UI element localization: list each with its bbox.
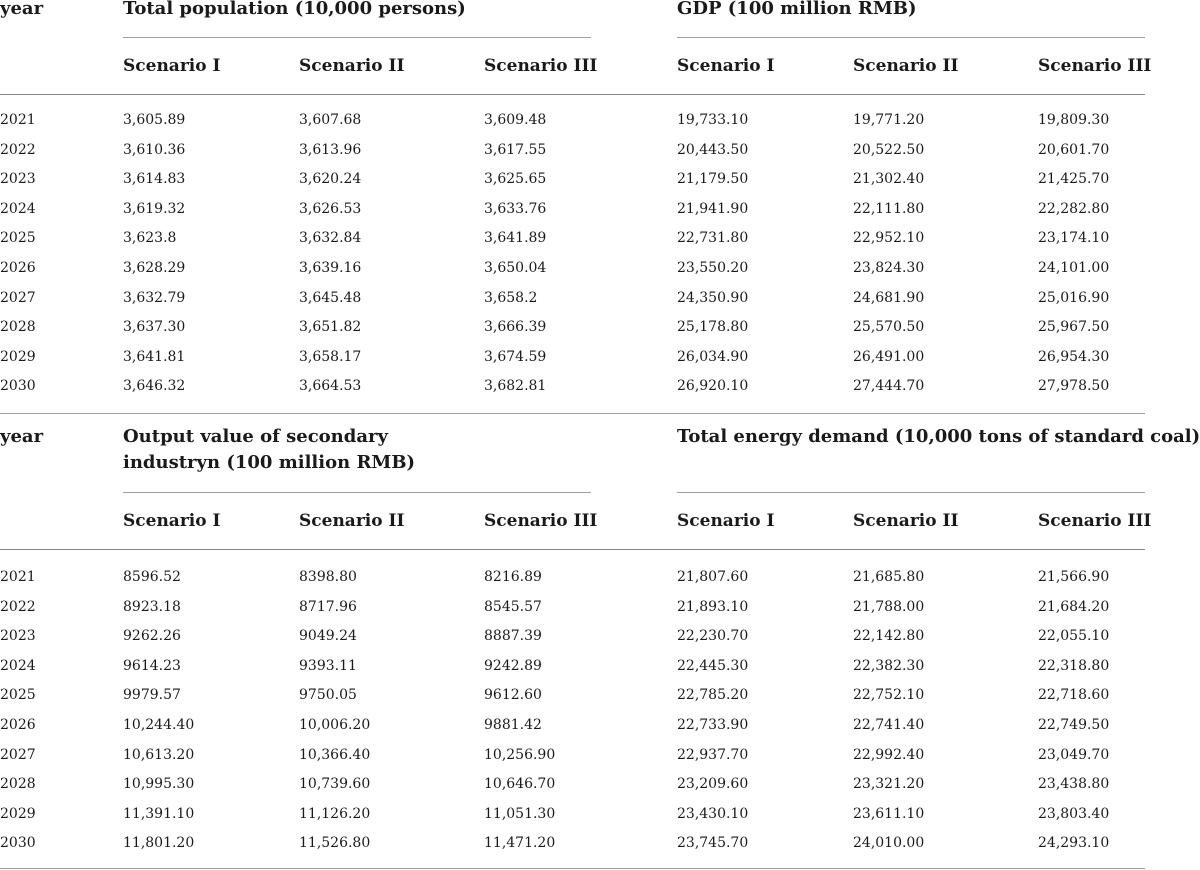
year-column-header: year: [0, 0, 44, 19]
table-row: [0, 171, 1145, 191]
scenario-header: Scenario III: [484, 56, 598, 76]
table-bottom-rule: [0, 868, 1145, 869]
value-cell: 3,664.53: [299, 378, 362, 395]
table-row: [0, 290, 1145, 310]
value-cell: 3,637.30: [123, 319, 186, 336]
value-cell: 23,745.70: [677, 835, 749, 852]
table-row: [0, 658, 1145, 678]
value-cell: 9881.42: [484, 717, 542, 733]
value-cell: 21,302.40: [853, 171, 925, 188]
scenario-header: Scenario II: [299, 56, 405, 76]
header-bottom-rule: [0, 94, 1145, 95]
value-cell: 11,801.20: [123, 835, 195, 852]
value-cell: 20,601.70: [1038, 141, 1110, 158]
value-cell: 19,809.30: [1038, 112, 1110, 128]
year-cell: 2027: [0, 746, 36, 763]
value-cell: 23,430.10: [677, 805, 749, 822]
table-row: [0, 747, 1145, 767]
value-cell: 8923.18: [123, 598, 181, 615]
table-row: [0, 349, 1145, 369]
value-cell: 26,491.00: [853, 348, 925, 365]
value-cell: 3,623.8: [123, 230, 177, 247]
year-cell: 2026: [0, 717, 36, 733]
year-cell: 2029: [0, 348, 36, 365]
value-cell: 3,613.96: [299, 141, 362, 158]
value-cell: 8596.52: [123, 569, 181, 585]
value-cell: 24,350.90: [677, 289, 749, 306]
value-cell: 3,620.24: [299, 171, 362, 188]
value-cell: 21,684.20: [1038, 598, 1110, 615]
value-cell: 23,209.60: [677, 776, 749, 793]
value-cell: 9393.11: [299, 657, 357, 674]
value-cell: 3,632.79: [123, 289, 186, 306]
value-cell: 23,803.40: [1038, 805, 1110, 822]
value-cell: 3,619.32: [123, 200, 186, 217]
value-cell: 3,646.32: [123, 378, 186, 395]
table-row: [0, 687, 1145, 707]
left-group-header: Total population (10,000 persons): [123, 0, 466, 19]
value-cell: 19,771.20: [853, 112, 925, 128]
value-cell: 3,645.48: [299, 289, 362, 306]
table-row: [0, 628, 1145, 648]
value-cell: 22,785.20: [677, 687, 749, 704]
value-cell: 8717.96: [299, 598, 357, 615]
value-cell: 26,920.10: [677, 378, 749, 395]
value-cell: 25,178.80: [677, 319, 749, 336]
year-cell: 2029: [0, 805, 36, 822]
value-cell: 11,051.30: [484, 805, 556, 822]
value-cell: 21,685.80: [853, 569, 925, 585]
table-row: [0, 260, 1145, 280]
year-cell: 2024: [0, 657, 36, 674]
value-cell: 21,788.00: [853, 598, 925, 615]
value-cell: 3,614.83: [123, 171, 186, 188]
value-cell: 25,016.90: [1038, 289, 1110, 306]
scenario-header: Scenario I: [677, 56, 775, 76]
value-cell: 22,952.10: [853, 230, 925, 247]
scenario-header: Scenario III: [484, 511, 598, 531]
table-row: [0, 319, 1145, 339]
year-cell: 2028: [0, 319, 36, 336]
value-cell: 9750.05: [299, 687, 357, 704]
value-cell: 22,733.90: [677, 717, 749, 733]
left-group-header: Output value of secondary industryn (100 million RMB): [123, 426, 416, 473]
value-cell: 25,570.50: [853, 319, 925, 336]
left-group-rule: [123, 37, 591, 38]
value-cell: 3,658.2: [484, 289, 538, 306]
value-cell: 3,610.36: [123, 141, 186, 158]
value-cell: 10,995.30: [123, 776, 195, 793]
table-row: [0, 599, 1145, 619]
value-cell: 24,293.10: [1038, 835, 1110, 852]
value-cell: 22,741.40: [853, 717, 925, 733]
value-cell: 23,438.80: [1038, 776, 1110, 793]
value-cell: 22,937.70: [677, 746, 749, 763]
right-group-rule: [677, 492, 1145, 493]
year-cell: 2024: [0, 200, 36, 217]
year-cell: 2025: [0, 230, 36, 247]
value-cell: 9614.23: [123, 657, 181, 674]
value-cell: 23,550.20: [677, 260, 749, 276]
value-cell: 11,391.10: [123, 805, 195, 822]
value-cell: 22,731.80: [677, 230, 749, 247]
right-group-header: GDP (100 million RMB): [677, 0, 917, 19]
year-cell: 2023: [0, 171, 36, 188]
year-cell: 2028: [0, 776, 36, 793]
year-cell: 2025: [0, 687, 36, 704]
scenario-header: Scenario I: [123, 56, 221, 76]
year-cell: 2026: [0, 260, 36, 276]
scenario-header: Scenario III: [1038, 56, 1152, 76]
value-cell: 19,733.10: [677, 112, 749, 128]
value-cell: 3,605.89: [123, 112, 186, 128]
table-row: [0, 201, 1145, 221]
value-cell: 8216.89: [484, 569, 542, 585]
value-cell: 26,954.30: [1038, 348, 1110, 365]
value-cell: 10,256.90: [484, 746, 556, 763]
year-cell: 2023: [0, 628, 36, 645]
value-cell: 22,445.30: [677, 657, 749, 674]
value-cell: 21,566.90: [1038, 569, 1110, 585]
value-cell: 10,739.60: [299, 776, 371, 793]
year-cell: 2021: [0, 569, 36, 585]
value-cell: 22,111.80: [853, 200, 925, 217]
value-cell: 22,992.40: [853, 746, 925, 763]
value-cell: 3,641.81: [123, 348, 186, 365]
value-cell: 27,444.70: [853, 378, 925, 395]
value-cell: 3,641.89: [484, 230, 547, 247]
table-row: [0, 230, 1145, 250]
value-cell: 3,633.76: [484, 200, 547, 217]
year-cell: 2030: [0, 378, 36, 395]
right-group-header: Total energy demand (10,000 tons of standard coal): [677, 426, 1200, 447]
value-cell: 11,526.80: [299, 835, 371, 852]
value-cell: 23,049.70: [1038, 746, 1110, 763]
table-row: [0, 835, 1145, 855]
value-cell: 3,609.48: [484, 112, 547, 128]
value-cell: 23,824.30: [853, 260, 925, 276]
value-cell: 9979.57: [123, 687, 181, 704]
table-row: [0, 717, 1145, 737]
value-cell: 8545.57: [484, 598, 542, 615]
value-cell: 9049.24: [299, 628, 357, 645]
value-cell: 22,230.70: [677, 628, 749, 645]
value-cell: 22,142.80: [853, 628, 925, 645]
value-cell: 25,967.50: [1038, 319, 1110, 336]
year-column-header: year: [0, 426, 44, 447]
value-cell: 21,425.70: [1038, 171, 1110, 188]
value-cell: 3,650.04: [484, 260, 547, 276]
value-cell: 23,174.10: [1038, 230, 1110, 247]
table-row: [0, 378, 1145, 398]
value-cell: 3,607.68: [299, 112, 362, 128]
value-cell: 22,749.50: [1038, 717, 1110, 733]
table-bottom-rule: [0, 413, 1145, 414]
value-cell: 22,318.80: [1038, 657, 1110, 674]
value-cell: 9612.60: [484, 687, 542, 704]
value-cell: 23,611.10: [853, 805, 925, 822]
value-cell: 3,632.84: [299, 230, 362, 247]
value-cell: 20,522.50: [853, 141, 925, 158]
value-cell: 10,366.40: [299, 746, 371, 763]
year-cell: 2022: [0, 141, 36, 158]
value-cell: 24,681.90: [853, 289, 925, 306]
value-cell: 9262.26: [123, 628, 181, 645]
scenario-header: Scenario II: [853, 511, 959, 531]
value-cell: 3,674.59: [484, 348, 547, 365]
year-cell: 2027: [0, 289, 36, 306]
value-cell: 3,658.17: [299, 348, 362, 365]
value-cell: 10,646.70: [484, 776, 556, 793]
value-cell: 23,321.20: [853, 776, 925, 793]
value-cell: 24,101.00: [1038, 260, 1110, 276]
year-cell: 2021: [0, 112, 36, 128]
value-cell: 22,055.10: [1038, 628, 1110, 645]
value-cell: 22,382.30: [853, 657, 925, 674]
value-cell: 11,471.20: [484, 835, 556, 852]
value-cell: 8398.80: [299, 569, 357, 585]
year-cell: 2030: [0, 835, 36, 852]
left-group-rule: [123, 492, 591, 493]
value-cell: 27,978.50: [1038, 378, 1110, 395]
value-cell: 10,006.20: [299, 717, 371, 733]
scenario-header: Scenario I: [677, 511, 775, 531]
table-row: [0, 776, 1145, 796]
value-cell: 22,752.10: [853, 687, 925, 704]
table-row: [0, 806, 1145, 826]
table-row: [0, 142, 1145, 162]
value-cell: 21,807.60: [677, 569, 749, 585]
value-cell: 21,941.90: [677, 200, 749, 217]
value-cell: 10,244.40: [123, 717, 195, 733]
scenario-header: Scenario I: [123, 511, 221, 531]
scenario-header: Scenario III: [1038, 511, 1152, 531]
value-cell: 3,639.16: [299, 260, 362, 276]
value-cell: 9242.89: [484, 657, 542, 674]
value-cell: 3,626.53: [299, 200, 362, 217]
value-cell: 3,617.55: [484, 141, 547, 158]
value-cell: 11,126.20: [299, 805, 371, 822]
year-cell: 2022: [0, 598, 36, 615]
value-cell: 3,666.39: [484, 319, 547, 336]
value-cell: 8887.39: [484, 628, 542, 645]
value-cell: 24,010.00: [853, 835, 925, 852]
scenario-header: Scenario II: [299, 511, 405, 531]
value-cell: 3,651.82: [299, 319, 362, 336]
value-cell: 21,179.50: [677, 171, 749, 188]
table-row: [0, 569, 1145, 589]
value-cell: 3,628.29: [123, 260, 186, 276]
value-cell: 20,443.50: [677, 141, 749, 158]
value-cell: 10,613.20: [123, 746, 195, 763]
value-cell: 26,034.90: [677, 348, 749, 365]
value-cell: 22,718.60: [1038, 687, 1110, 704]
value-cell: 3,682.81: [484, 378, 547, 395]
right-group-rule: [677, 37, 1145, 38]
value-cell: 3,625.65: [484, 171, 547, 188]
header-bottom-rule: [0, 549, 1145, 550]
value-cell: 21,893.10: [677, 598, 749, 615]
value-cell: 22,282.80: [1038, 200, 1110, 217]
table-row: [0, 112, 1145, 132]
scenario-header: Scenario II: [853, 56, 959, 76]
